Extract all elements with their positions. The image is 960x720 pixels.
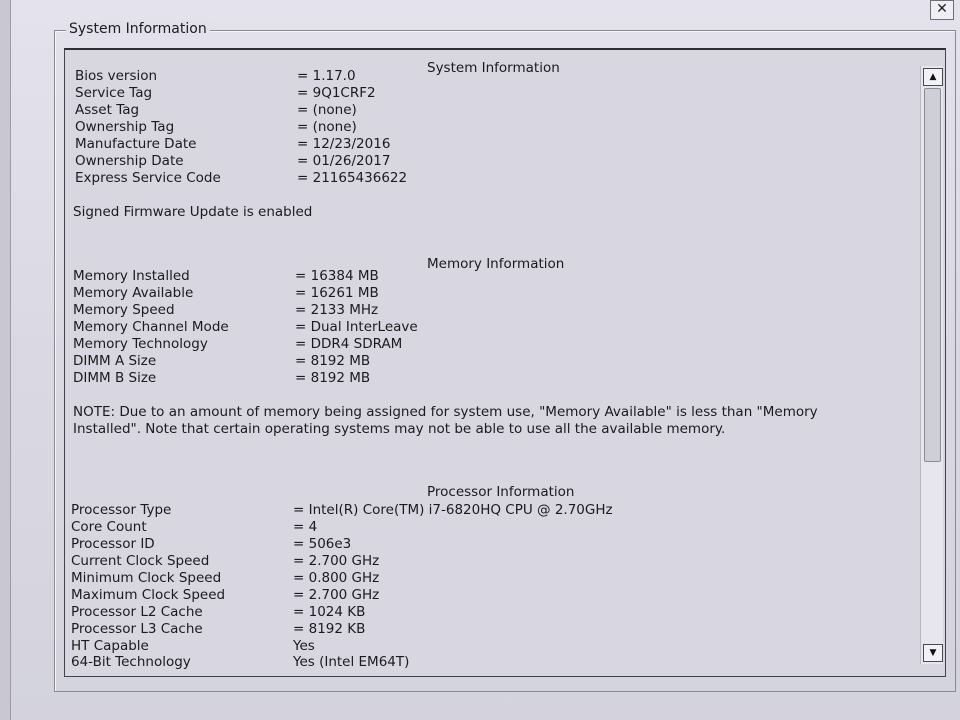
- row-label: Service Tag: [75, 85, 153, 101]
- row-value: = 2133 MHz: [295, 302, 379, 318]
- row-value: = 9Q1CRF2: [297, 85, 376, 101]
- row-label: Current Clock Speed: [71, 553, 210, 569]
- row-label: Ownership Date: [75, 153, 184, 169]
- row-label: HT Capable: [71, 638, 149, 654]
- row-label: Processor Type: [71, 502, 172, 518]
- row-label: DIMM B Size: [73, 370, 157, 386]
- row-value: = 1024 KB: [293, 604, 366, 620]
- close-button[interactable]: [930, 0, 954, 20]
- row-label: Memory Channel Mode: [73, 319, 229, 335]
- row-value: = 2.700 GHz: [293, 587, 380, 603]
- row-value: Yes: [293, 638, 315, 654]
- scroll-down-button[interactable]: [923, 644, 943, 662]
- row-value: = 16384 MB: [295, 268, 379, 284]
- info-content: [69, 54, 915, 670]
- row-value: = 21165436622: [297, 170, 408, 186]
- row-value: = 0.800 GHz: [293, 570, 380, 586]
- row-label: Express Service Code: [75, 170, 221, 186]
- group-title: System Information: [66, 21, 210, 37]
- row-value: = 4: [293, 519, 318, 535]
- info-panel: [64, 48, 946, 677]
- row-label: Ownership Tag: [75, 119, 175, 135]
- row-value: = 8192 MB: [295, 353, 371, 369]
- row-label: Processor L2 Cache: [71, 604, 203, 620]
- row-label: Memory Technology: [73, 336, 208, 352]
- row-value: = Intel(R) Core(TM) i7-6820HQ CPU @ 2.70GHz: [293, 502, 613, 518]
- row-label: Manufacture Date: [75, 136, 197, 152]
- row-label: Asset Tag: [75, 102, 140, 118]
- row-value: = Dual InterLeave: [295, 319, 418, 335]
- system-section-title: System Information: [427, 60, 560, 76]
- processor-section-title: Processor Information: [427, 484, 575, 500]
- row-value: = 1.17.0: [297, 68, 356, 84]
- row-value: = 8192 MB: [295, 370, 371, 386]
- row-value: = 8192 KB: [293, 621, 366, 637]
- row-value: = (none): [297, 119, 357, 135]
- left-window-edge: [0, 0, 11, 720]
- scroll-thumb[interactable]: [924, 88, 941, 462]
- row-value: = 16261 MB: [295, 285, 379, 301]
- close-icon: ✕: [936, 1, 948, 17]
- row-label: Maximum Clock Speed: [71, 587, 226, 603]
- row-value: Yes (Intel EM64T): [293, 654, 410, 670]
- scroll-up-button[interactable]: [923, 68, 943, 86]
- vertical-scrollbar[interactable]: [920, 66, 943, 664]
- row-label: Memory Installed: [73, 268, 190, 284]
- arrow-down-icon: ▼: [929, 648, 937, 658]
- row-value: = (none): [297, 102, 357, 118]
- row-label: Bios version: [75, 68, 158, 84]
- arrow-up-icon: ▲: [929, 72, 937, 82]
- memory-section-title: Memory Information: [427, 256, 565, 272]
- row-value: = 01/26/2017: [297, 153, 391, 169]
- row-label: DIMM A Size: [73, 353, 157, 369]
- row-value: = 12/23/2016: [297, 136, 391, 152]
- row-label: Core Count: [71, 519, 147, 535]
- row-label: Minimum Clock Speed: [71, 570, 222, 586]
- firmware-note: Signed Firmware Update is enabled: [73, 204, 313, 220]
- row-value: = 506e3: [293, 536, 352, 552]
- row-value: = DDR4 SDRAM: [295, 336, 403, 352]
- memory-note: NOTE: Due to an amount of memory being assigned for system use, "Memory Available" is less than "Memory Installed". Note that certain operating systems may not be able to use all the available memory.: [73, 404, 818, 437]
- row-label: Processor L3 Cache: [71, 621, 203, 637]
- row-label: Processor ID: [71, 536, 155, 552]
- row-label: 64-Bit Technology: [71, 654, 191, 670]
- row-label: Memory Speed: [73, 302, 175, 318]
- row-value: = 2.700 GHz: [293, 553, 380, 569]
- row-label: Memory Available: [73, 285, 194, 301]
